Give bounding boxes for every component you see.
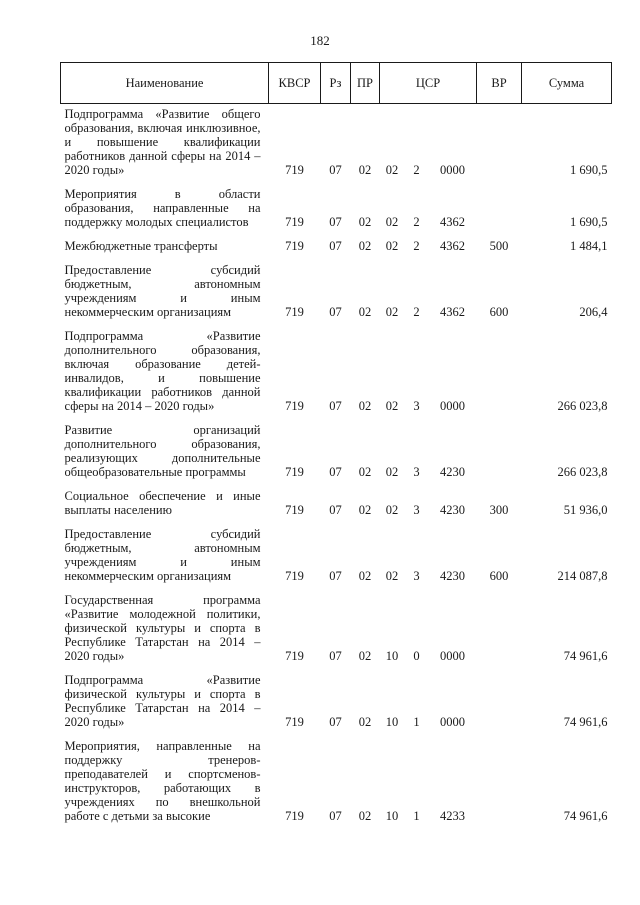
header-kvsr: КВСР — [269, 63, 321, 104]
row-vr — [477, 736, 522, 830]
row-csr-subprogram: 1 — [413, 715, 420, 729]
row-csr-program: 02 — [385, 305, 399, 319]
row-csr-subprogram: 2 — [413, 215, 420, 229]
row-vr: 600 — [489, 569, 509, 583]
row-pr: 02 — [358, 163, 372, 177]
row-name-cell — [61, 590, 269, 670]
row-name: Предоставление субсидий бюджетным, автономным учреждениям и иным некоммерческим организациям — [64, 527, 261, 583]
row-sum: 1 690,5 — [570, 215, 608, 229]
row-name-cell — [61, 736, 269, 830]
row-name-cell — [61, 420, 269, 486]
row-name-cell — [61, 184, 269, 236]
row-kvsr: 719 — [285, 809, 304, 823]
budget-table — [60, 62, 612, 830]
row-vr: 600 — [489, 305, 509, 319]
row-pr: 02 — [358, 715, 372, 729]
row-csr-direction: 4233 — [440, 809, 465, 823]
row-vr: 300 — [489, 503, 509, 517]
row-csr-direction: 0000 — [440, 649, 465, 663]
row-name: Подпрограмма «Развитие дополнительного образования, включая образование детей-инвалидов, и повышение квалификации работников данной сферы на 2014 – 2020 годы» — [64, 329, 261, 413]
row-pr: 02 — [358, 305, 372, 319]
row-name: Мероприятия в области образования, направленные на поддержку молодых специалистов — [64, 187, 261, 229]
row-kvsr: 719 — [285, 399, 304, 413]
row-csr-program: 02 — [385, 465, 399, 479]
table-row — [61, 326, 612, 420]
header-pr: ПР — [351, 63, 380, 104]
row-csr-program: 02 — [385, 239, 399, 253]
row-csr-direction: 4230 — [440, 569, 465, 583]
row-vr — [477, 420, 522, 486]
row-rz: 07 — [329, 715, 342, 729]
table-row — [61, 590, 612, 670]
row-csr-direction: 4362 — [440, 305, 465, 319]
row-sum: 266 023,8 — [557, 399, 608, 413]
table-row — [61, 104, 612, 185]
row-csr-direction: 4230 — [440, 503, 465, 517]
row-sum: 266 023,8 — [557, 465, 608, 479]
row-pr: 02 — [358, 809, 372, 823]
row-rz: 07 — [329, 649, 342, 663]
row-vr — [477, 104, 522, 185]
row-pr: 02 — [358, 503, 372, 517]
row-csr-subprogram: 3 — [413, 465, 420, 479]
row-name: Социальное обеспечение и иные выплаты населению — [64, 489, 261, 517]
row-pr: 02 — [358, 649, 372, 663]
row-rz: 07 — [329, 503, 342, 517]
table-row — [61, 420, 612, 486]
row-name: Подпрограмма «Развитие физической культуры и спорта в Республике Татарстан на 2014 – 2020 годы» — [64, 673, 261, 729]
row-rz: 07 — [329, 569, 342, 583]
row-name-cell — [61, 670, 269, 736]
row-csr-direction: 4362 — [440, 239, 465, 253]
row-csr-program: 02 — [385, 503, 399, 517]
row-kvsr: 719 — [285, 715, 304, 729]
header-vr: ВР — [477, 63, 522, 104]
row-rz: 07 — [329, 809, 342, 823]
row-csr-program: 02 — [385, 163, 399, 177]
row-name: Межбюджетные трансферты — [64, 239, 218, 253]
row-csr-subprogram: 2 — [413, 239, 420, 253]
row-csr-direction: 4362 — [440, 215, 465, 229]
row-name: Предоставление субсидий бюджетным, автономным учреждениям и иным некоммерческим организациям — [64, 263, 261, 319]
row-kvsr: 719 — [285, 503, 304, 517]
row-csr-direction: 0000 — [440, 163, 465, 177]
table-row — [61, 524, 612, 590]
row-csr-direction: 4230 — [440, 465, 465, 479]
row-vr — [477, 184, 522, 236]
table-row — [61, 184, 612, 236]
table-row — [61, 486, 612, 524]
table-row — [61, 736, 612, 830]
row-sum: 214 087,8 — [557, 569, 608, 583]
row-sum: 51 936,0 — [563, 503, 608, 517]
header-sum: Сумма — [522, 63, 612, 104]
row-sum: 1 484,1 — [570, 239, 608, 253]
row-vr — [477, 326, 522, 420]
row-csr-program: 10 — [385, 649, 399, 663]
row-name: Развитие организаций дополнительного образования, реализующих дополнительные общеобразовательные программы — [64, 423, 261, 479]
row-kvsr: 719 — [285, 305, 304, 319]
row-name-cell — [61, 486, 269, 524]
row-csr-subprogram: 3 — [413, 569, 420, 583]
page-number: 182 — [310, 33, 330, 48]
row-pr: 02 — [358, 239, 372, 253]
row-name: Государственная программа «Развитие молодежной политики, физической культуры и спорта в Республике Татарстан на 2014 – 2020 годы» — [64, 593, 261, 663]
header-name: Наименование — [61, 63, 269, 104]
row-name: Мероприятия, направленные на поддержку тренеров-преподавателей и спортсменов-инструкторов, работающих в учреждениях по внешкольной работе с детьми за высокие — [64, 739, 261, 823]
row-kvsr: 719 — [285, 569, 304, 583]
row-rz: 07 — [329, 163, 342, 177]
row-pr: 02 — [358, 215, 372, 229]
row-csr-program: 02 — [385, 215, 399, 229]
row-csr-program: 10 — [385, 809, 399, 823]
table-header-row — [61, 63, 612, 104]
row-rz: 07 — [329, 215, 342, 229]
row-csr-subprogram: 2 — [413, 305, 420, 319]
row-pr: 02 — [358, 569, 372, 583]
table-row — [61, 260, 612, 326]
row-kvsr: 719 — [285, 239, 304, 253]
header-rz: Рз — [321, 63, 351, 104]
table-row — [61, 670, 612, 736]
row-csr-subprogram: 3 — [413, 399, 420, 413]
row-name: Подпрограмма «Развитие общего образования, включая инклюзивное, и повышение квалификации работников данной сферы на 2014 – 2020 годы» — [64, 107, 261, 177]
row-rz: 07 — [329, 305, 342, 319]
header-csr: ЦСР — [380, 63, 477, 104]
row-csr-program: 02 — [385, 399, 399, 413]
row-rz: 07 — [329, 239, 342, 253]
row-rz: 07 — [329, 399, 342, 413]
row-kvsr: 719 — [285, 465, 304, 479]
row-vr: 500 — [489, 239, 509, 253]
row-vr — [477, 670, 522, 736]
row-csr-subprogram: 3 — [413, 503, 420, 517]
row-csr-program: 10 — [385, 715, 399, 729]
row-name-cell — [61, 104, 269, 185]
table-row — [61, 236, 612, 260]
row-sum: 206,4 — [579, 305, 608, 319]
row-name-cell — [61, 260, 269, 326]
row-kvsr: 719 — [285, 649, 304, 663]
row-name-cell — [61, 236, 269, 260]
row-csr-program: 02 — [385, 569, 399, 583]
row-csr-direction: 0000 — [440, 399, 465, 413]
row-csr-subprogram: 0 — [413, 649, 420, 663]
row-csr-subprogram: 2 — [413, 163, 420, 177]
row-kvsr: 719 — [285, 163, 304, 177]
row-kvsr: 719 — [285, 215, 304, 229]
row-csr-subprogram: 1 — [413, 809, 420, 823]
row-pr: 02 — [358, 465, 372, 479]
row-name-cell — [61, 326, 269, 420]
row-csr-direction: 0000 — [440, 715, 465, 729]
row-sum: 1 690,5 — [570, 163, 608, 177]
row-sum: 74 961,6 — [563, 649, 608, 663]
row-pr: 02 — [358, 399, 372, 413]
row-vr — [477, 590, 522, 670]
row-rz: 07 — [329, 465, 342, 479]
row-name-cell — [61, 524, 269, 590]
row-sum: 74 961,6 — [563, 715, 608, 729]
row-sum: 74 961,6 — [563, 809, 608, 823]
